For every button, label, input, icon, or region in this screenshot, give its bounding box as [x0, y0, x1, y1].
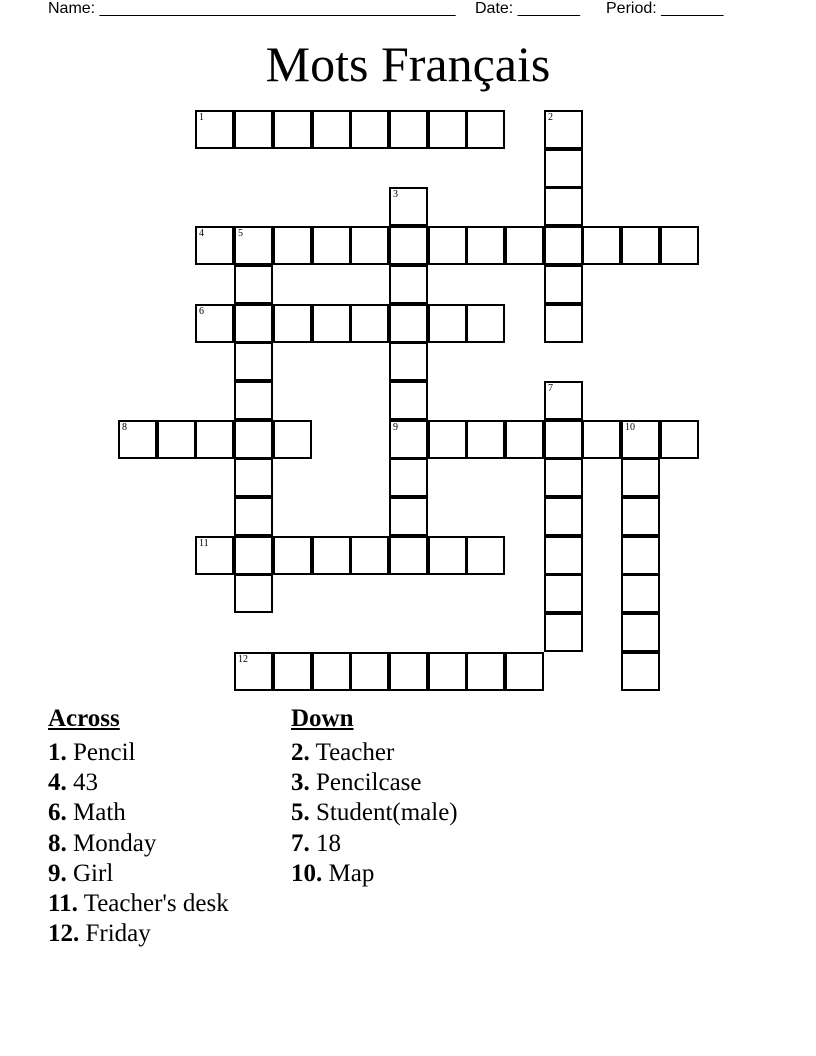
crossword-cell[interactable]	[350, 110, 389, 149]
crossword-cell[interactable]	[544, 536, 583, 575]
clue-text: Student(male)	[316, 799, 458, 827]
crossword-cell[interactable]	[350, 536, 389, 575]
clue-text: 43	[73, 769, 98, 797]
clue-text: Friday	[85, 920, 151, 948]
crossword-cell[interactable]	[389, 342, 428, 381]
crossword-cell[interactable]	[389, 497, 428, 536]
crossword-cell[interactable]	[428, 110, 467, 149]
clue-number: 11.	[48, 890, 78, 918]
crossword-cell[interactable]	[234, 265, 273, 304]
crossword-cell[interactable]	[195, 110, 234, 149]
crossword-cell[interactable]	[234, 226, 273, 265]
crossword-cell[interactable]	[234, 110, 273, 149]
clue-number-label: 3	[393, 189, 398, 200]
crossword-cell[interactable]	[428, 420, 467, 459]
clue-number-label: 6	[199, 306, 204, 317]
crossword-cell[interactable]	[544, 458, 583, 497]
crossword-cell[interactable]	[621, 536, 660, 575]
clue-number-label: 7	[548, 383, 553, 394]
crossword-cell[interactable]	[312, 536, 351, 575]
crossword-cell[interactable]	[234, 574, 273, 613]
clue-item	[48, 768, 229, 798]
crossword-cell[interactable]	[234, 381, 273, 420]
crossword-cell[interactable]	[350, 652, 389, 691]
clue-number: 6.	[48, 799, 67, 827]
crossword-cell[interactable]	[234, 420, 273, 459]
clue-number-label: 11	[199, 538, 209, 549]
clue-item	[48, 829, 229, 859]
crossword-cell[interactable]	[234, 304, 273, 343]
crossword-cell[interactable]	[544, 381, 583, 420]
crossword-cell[interactable]	[621, 420, 660, 459]
clue-item	[48, 738, 229, 768]
clue-number-label: 8	[122, 422, 127, 433]
crossword-cell[interactable]	[312, 110, 351, 149]
crossword-cell[interactable]	[466, 536, 505, 575]
down-heading: Down	[291, 705, 354, 732]
crossword-cell[interactable]	[505, 420, 544, 459]
crossword-cell[interactable]	[544, 420, 583, 459]
crossword-cell[interactable]	[195, 226, 234, 265]
clue-item	[291, 738, 458, 768]
across-heading: Across	[48, 705, 120, 732]
crossword-cell[interactable]	[544, 149, 583, 188]
crossword-cell[interactable]	[273, 420, 312, 459]
clue-number: 4.	[48, 769, 67, 797]
clue-item	[48, 798, 229, 828]
clue-number-label: 4	[199, 228, 204, 239]
crossword-cell[interactable]	[582, 420, 621, 459]
clue-text: Girl	[73, 859, 114, 887]
crossword-cell[interactable]	[273, 536, 312, 575]
crossword-cell[interactable]	[660, 420, 699, 459]
crossword-cell[interactable]	[544, 110, 583, 149]
clue-text: Math	[73, 799, 126, 827]
crossword-cell[interactable]	[544, 497, 583, 536]
crossword-cell[interactable]	[466, 652, 505, 691]
crossword-cell[interactable]	[195, 420, 234, 459]
crossword-cell[interactable]	[195, 536, 234, 575]
crossword-cell[interactable]	[466, 110, 505, 149]
crossword-cell[interactable]	[544, 304, 583, 343]
crossword-cell[interactable]	[582, 226, 621, 265]
crossword-cell[interactable]	[389, 458, 428, 497]
crossword-cell[interactable]	[505, 652, 544, 691]
crossword-cell[interactable]	[389, 226, 428, 265]
crossword-cell[interactable]	[234, 497, 273, 536]
crossword-cell[interactable]	[428, 304, 467, 343]
crossword-cell[interactable]	[389, 536, 428, 575]
clue-text: Teacher	[315, 739, 395, 766]
crossword-cell[interactable]	[234, 342, 273, 381]
clue-text: Pencilcase	[316, 769, 422, 797]
clue-number: 3.	[291, 769, 310, 797]
crossword-cell[interactable]	[428, 652, 467, 691]
crossword-cell[interactable]	[621, 458, 660, 497]
crossword-cell[interactable]	[350, 304, 389, 343]
crossword-cell[interactable]	[621, 652, 660, 691]
clue-number: 2.	[291, 739, 310, 766]
clue-number: 7.	[291, 829, 310, 857]
crossword-cell[interactable]	[389, 187, 428, 226]
clue-number: 8.	[48, 829, 67, 857]
down-clues	[291, 704, 458, 889]
clue-item	[291, 798, 458, 828]
clue-item	[291, 859, 458, 889]
clue-number-label: 2	[548, 112, 553, 123]
clue-text: Teacher's desk	[83, 890, 229, 918]
clue-number: 5.	[291, 799, 310, 827]
crossword-cell[interactable]	[234, 536, 273, 575]
crossword-cell[interactable]	[389, 110, 428, 149]
clue-number-label: 9	[393, 422, 398, 433]
crossword-cell[interactable]	[312, 652, 351, 691]
name-field[interactable]: Name: ________________________________________	[48, 0, 456, 17]
crossword-cell[interactable]	[389, 265, 428, 304]
clue-number-label: 10	[625, 422, 635, 433]
crossword-cell[interactable]	[273, 226, 312, 265]
crossword-cell[interactable]	[660, 226, 699, 265]
crossword-cell[interactable]	[312, 226, 351, 265]
clue-item	[291, 829, 458, 859]
crossword-cell[interactable]	[621, 613, 660, 652]
crossword-cell[interactable]	[505, 226, 544, 265]
clue-number-label: 5	[238, 228, 243, 239]
crossword-cell[interactable]	[466, 304, 505, 343]
across-clues	[48, 704, 229, 949]
clue-item	[48, 919, 229, 949]
crossword-cell[interactable]	[118, 420, 157, 459]
clue-number: 10.	[291, 859, 323, 887]
crossword-cell[interactable]	[234, 458, 273, 497]
crossword-cell[interactable]	[195, 304, 234, 343]
crossword-cell[interactable]	[389, 652, 428, 691]
crossword-cell[interactable]	[621, 497, 660, 536]
crossword-cell[interactable]	[544, 574, 583, 613]
crossword-cell[interactable]	[544, 187, 583, 226]
crossword-cell[interactable]	[544, 265, 583, 304]
period-field[interactable]: Period: _______	[606, 0, 724, 17]
crossword-cell[interactable]	[312, 304, 351, 343]
crossword-cell[interactable]	[544, 613, 583, 652]
crossword-cell[interactable]	[350, 226, 389, 265]
clue-number: 9.	[48, 859, 67, 887]
clue-number-label: 12	[238, 654, 248, 665]
crossword-cell[interactable]	[273, 110, 312, 149]
clue-text: 18	[316, 829, 341, 857]
clue-number: 1.	[48, 739, 67, 766]
clue-text: Pencil	[73, 739, 136, 766]
crossword-cell[interactable]	[273, 304, 312, 343]
clue-item	[291, 768, 458, 798]
crossword-cell[interactable]	[389, 381, 428, 420]
date-field[interactable]: Date: _______	[475, 0, 580, 17]
crossword-cell[interactable]	[621, 226, 660, 265]
crossword-cell[interactable]	[389, 420, 428, 459]
clue-item	[48, 859, 229, 889]
crossword-cell[interactable]	[428, 536, 467, 575]
crossword-cell[interactable]	[157, 420, 196, 459]
crossword-cell[interactable]	[273, 652, 312, 691]
page-title: Mots Français	[265, 36, 551, 92]
crossword-cell[interactable]	[544, 226, 583, 265]
clue-text: Monday	[73, 829, 157, 857]
clue-number-label: 1	[199, 112, 204, 123]
crossword-cell[interactable]	[234, 652, 273, 691]
crossword-cell[interactable]	[428, 226, 467, 265]
clue-item	[48, 889, 229, 919]
clue-number: 12.	[48, 920, 80, 948]
crossword-cell[interactable]	[466, 226, 505, 265]
crossword-cell[interactable]	[466, 420, 505, 459]
clue-text: Map	[328, 859, 375, 887]
crossword-cell[interactable]	[389, 304, 428, 343]
crossword-cell[interactable]	[621, 574, 660, 613]
